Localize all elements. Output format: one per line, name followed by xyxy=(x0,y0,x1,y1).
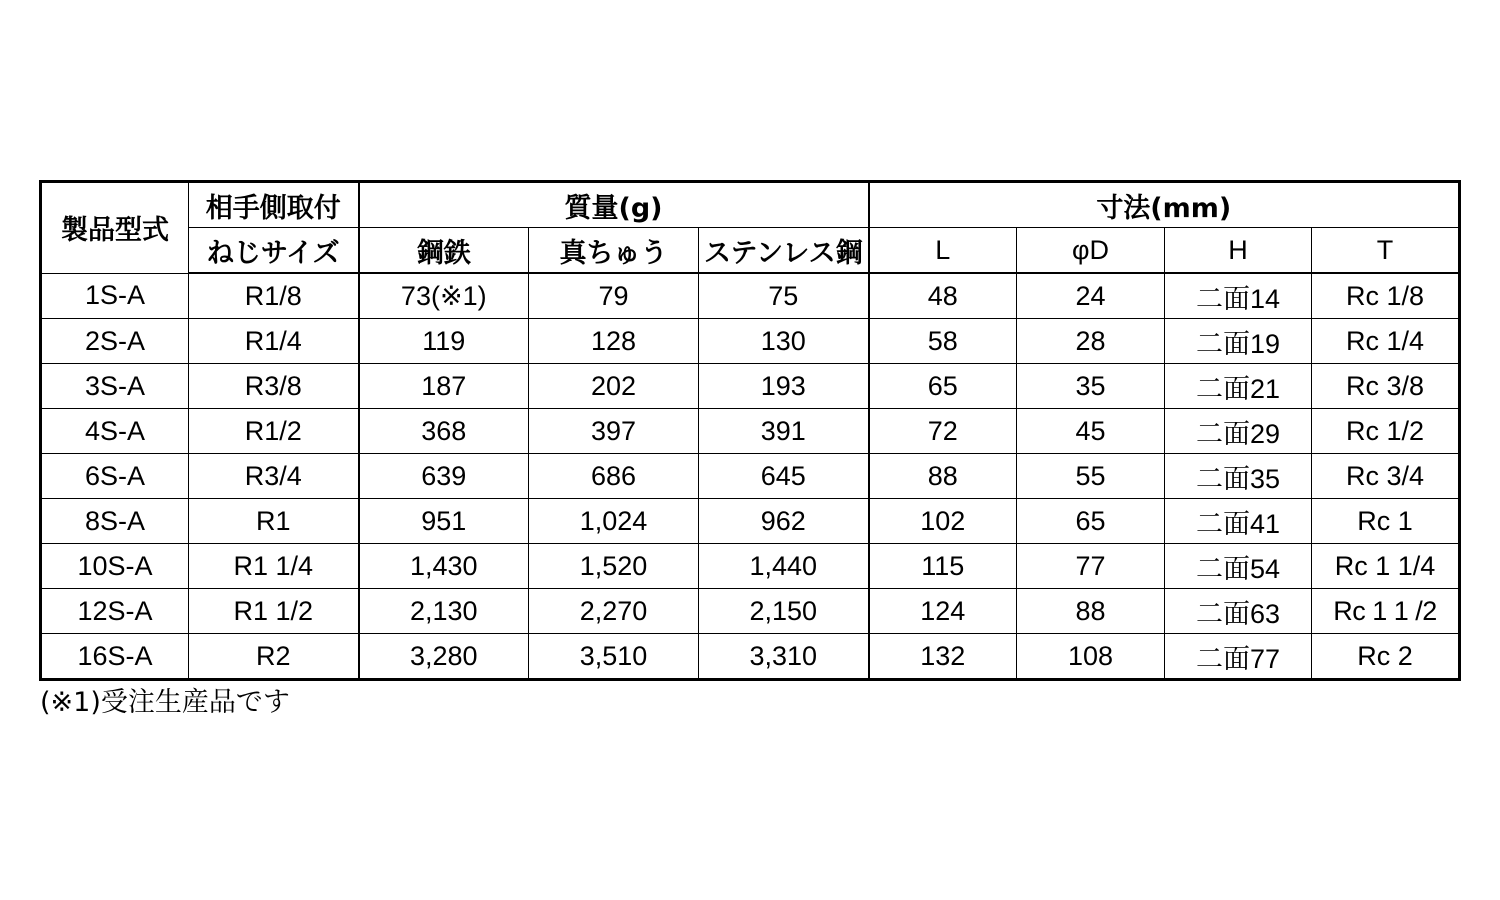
table-row xyxy=(41,319,1460,364)
cell-dim-h: 二面29 xyxy=(1165,409,1312,454)
cell-mass-steel: 2,130 xyxy=(359,589,529,634)
cell-dim-l: 124 xyxy=(869,589,1017,634)
cell-dim-h: 二面77 xyxy=(1165,634,1312,680)
cell-dim-t: Rc 1 1/4 xyxy=(1312,544,1460,589)
cell-model: 4S-A xyxy=(41,409,189,454)
table-row xyxy=(41,364,1460,409)
cell-dim-h: 二面41 xyxy=(1165,499,1312,544)
cell-thread: R1/4 xyxy=(189,319,359,364)
cell-model: 8S-A xyxy=(41,499,189,544)
cell-dim-l: 72 xyxy=(869,409,1017,454)
cell-model: 2S-A xyxy=(41,319,189,364)
cell-mass-steel: 73(※1) xyxy=(359,273,529,319)
cell-model: 10S-A xyxy=(41,544,189,589)
cell-mass-brass: 79 xyxy=(529,273,699,319)
cell-mass-stainless: 2,150 xyxy=(699,589,869,634)
cell-mass-stainless: 391 xyxy=(699,409,869,454)
table-row xyxy=(41,544,1460,589)
cell-dim-t: Rc 2 xyxy=(1312,634,1460,680)
cell-mass-brass: 3,510 xyxy=(529,634,699,680)
cell-dim-d: 24 xyxy=(1017,273,1165,319)
cell-mass-brass: 202 xyxy=(529,364,699,409)
table-row xyxy=(41,499,1460,544)
cell-mass-steel: 119 xyxy=(359,319,529,364)
cell-mass-stainless: 130 xyxy=(699,319,869,364)
header-row-top xyxy=(41,182,1460,228)
cell-mass-brass: 686 xyxy=(529,454,699,499)
header-row-bottom xyxy=(41,228,1460,274)
cell-model: 6S-A xyxy=(41,454,189,499)
cell-dim-l: 65 xyxy=(869,364,1017,409)
cell-mass-stainless: 75 xyxy=(699,273,869,319)
cell-dim-h: 二面63 xyxy=(1165,589,1312,634)
cell-model: 3S-A xyxy=(41,364,189,409)
cell-mass-steel: 368 xyxy=(359,409,529,454)
cell-dim-d: 28 xyxy=(1017,319,1165,364)
cell-thread: R1 1/4 xyxy=(189,544,359,589)
header-dim-h: H xyxy=(1165,228,1312,274)
table-row xyxy=(41,454,1460,499)
cell-dim-t: Rc 3/4 xyxy=(1312,454,1460,499)
header-thread-line2: ねじサイズ xyxy=(189,228,359,274)
cell-dim-t: Rc 1/8 xyxy=(1312,273,1460,319)
cell-dim-d: 108 xyxy=(1017,634,1165,680)
cell-dim-l: 115 xyxy=(869,544,1017,589)
header-thread-line1: 相手側取付 xyxy=(189,182,359,228)
cell-mass-brass: 1,024 xyxy=(529,499,699,544)
cell-mass-steel: 187 xyxy=(359,364,529,409)
cell-dim-h: 二面35 xyxy=(1165,454,1312,499)
cell-mass-stainless: 3,310 xyxy=(699,634,869,680)
cell-model: 12S-A xyxy=(41,589,189,634)
cell-mass-stainless: 193 xyxy=(699,364,869,409)
cell-dim-d: 88 xyxy=(1017,589,1165,634)
cell-thread: R2 xyxy=(189,634,359,680)
table-row xyxy=(41,634,1460,680)
cell-model: 16S-A xyxy=(41,634,189,680)
cell-dim-d: 45 xyxy=(1017,409,1165,454)
table-row xyxy=(41,273,1460,319)
cell-thread: R1 xyxy=(189,499,359,544)
cell-dim-t: Rc 1 xyxy=(1312,499,1460,544)
cell-mass-steel: 951 xyxy=(359,499,529,544)
header-mass-brass: 真ちゅう xyxy=(529,228,699,274)
cell-thread: R1 1/2 xyxy=(189,589,359,634)
table-row xyxy=(41,589,1460,634)
footnote: (※1)受注生産品です xyxy=(40,687,290,718)
cell-thread: R3/4 xyxy=(189,454,359,499)
header-dim-l: L xyxy=(869,228,1017,274)
table-row xyxy=(41,409,1460,454)
cell-mass-steel: 639 xyxy=(359,454,529,499)
cell-dim-h: 二面54 xyxy=(1165,544,1312,589)
cell-thread: R1/8 xyxy=(189,273,359,319)
header-mass-stainless: ステンレス鋼 xyxy=(699,228,869,274)
cell-mass-brass: 1,520 xyxy=(529,544,699,589)
cell-mass-stainless: 645 xyxy=(699,454,869,499)
cell-model: 1S-A xyxy=(41,273,189,319)
header-mass-steel: 鋼鉄 xyxy=(359,228,529,274)
cell-dim-d: 77 xyxy=(1017,544,1165,589)
header-model: 製品型式 xyxy=(41,182,189,274)
cell-dim-t: Rc 1/4 xyxy=(1312,319,1460,364)
cell-dim-d: 55 xyxy=(1017,454,1165,499)
cell-dim-t: Rc 1 1 /2 xyxy=(1312,589,1460,634)
header-dim-t: T xyxy=(1312,228,1460,274)
cell-dim-l: 102 xyxy=(869,499,1017,544)
header-dimension-group: 寸法(mm) xyxy=(869,182,1460,228)
cell-dim-h: 二面14 xyxy=(1165,273,1312,319)
header-dim-d: φD xyxy=(1017,228,1165,274)
cell-dim-t: Rc 3/8 xyxy=(1312,364,1460,409)
cell-dim-h: 二面21 xyxy=(1165,364,1312,409)
cell-dim-l: 58 xyxy=(869,319,1017,364)
cell-thread: R3/8 xyxy=(189,364,359,409)
cell-mass-brass: 128 xyxy=(529,319,699,364)
header-mass-group: 質量(g) xyxy=(359,182,869,228)
cell-mass-brass: 2,270 xyxy=(529,589,699,634)
cell-mass-stainless: 962 xyxy=(699,499,869,544)
cell-dim-l: 132 xyxy=(869,634,1017,680)
cell-dim-h: 二面19 xyxy=(1165,319,1312,364)
cell-thread: R1/2 xyxy=(189,409,359,454)
cell-mass-stainless: 1,440 xyxy=(699,544,869,589)
cell-mass-steel: 1,430 xyxy=(359,544,529,589)
cell-mass-brass: 397 xyxy=(529,409,699,454)
cell-dim-l: 88 xyxy=(869,454,1017,499)
cell-mass-steel: 3,280 xyxy=(359,634,529,680)
cell-dim-t: Rc 1/2 xyxy=(1312,409,1460,454)
cell-dim-d: 35 xyxy=(1017,364,1165,409)
spec-table xyxy=(39,180,1461,681)
cell-dim-d: 65 xyxy=(1017,499,1165,544)
cell-dim-l: 48 xyxy=(869,273,1017,319)
